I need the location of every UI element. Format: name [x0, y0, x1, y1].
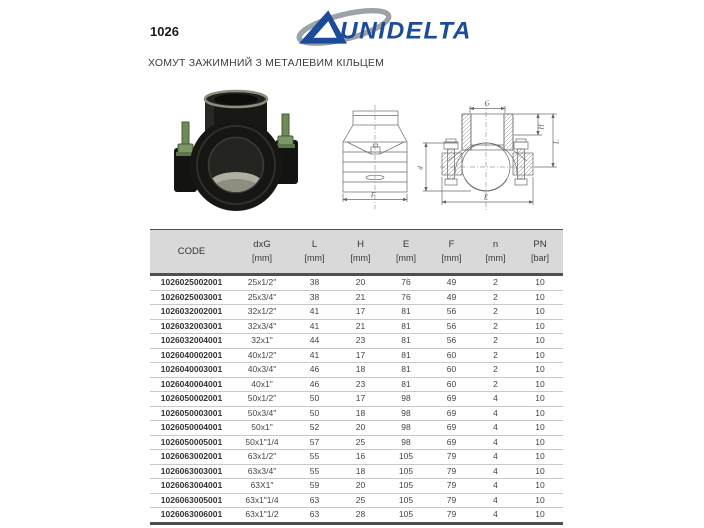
value-cell: 81	[383, 377, 429, 392]
value-cell: 50	[291, 406, 338, 421]
value-cell: 81	[383, 348, 429, 363]
value-cell: 4	[474, 421, 517, 436]
value-cell: 79	[429, 479, 474, 494]
value-cell: 76	[401, 277, 411, 287]
value-cell: 10	[517, 508, 563, 524]
product-code: 1026	[150, 24, 179, 39]
value-cell: 10	[517, 421, 563, 436]
value-cell: 17	[338, 392, 383, 407]
value-cell: 4	[474, 406, 517, 421]
value-cell: 10	[517, 290, 563, 305]
value-cell: 57	[291, 435, 338, 450]
code-cell: 1026032004001	[150, 334, 233, 349]
value-cell: 56	[429, 319, 474, 334]
value-cell: 2	[474, 348, 517, 363]
value-cell: 46	[291, 363, 338, 378]
dim-label-e: E	[483, 193, 489, 202]
code-cell: 1026050005001	[150, 435, 233, 450]
column-header-code: CODE	[177, 245, 206, 257]
code-cell: 1026050002001	[150, 392, 233, 407]
value-cell: 32x3/4"	[233, 319, 291, 334]
value-cell: 40x1"	[233, 377, 291, 392]
value-cell: 105	[383, 508, 429, 524]
technical-drawing	[338, 85, 573, 218]
table-row	[150, 319, 563, 334]
value-cell: 25	[338, 435, 383, 450]
value-cell: 10	[517, 464, 563, 479]
value-cell: 63	[291, 508, 338, 524]
column-header-e: E [mm]	[396, 239, 416, 263]
value-cell: 20	[355, 277, 366, 287]
dim-label-f: F	[370, 191, 376, 200]
value-cell: 69	[429, 421, 474, 436]
value-cell: 44	[291, 334, 338, 349]
value-cell: 49	[429, 290, 474, 305]
value-cell: 18	[338, 363, 383, 378]
column-header-dxg: dxG [mm]	[252, 239, 272, 263]
value-cell: 23	[338, 334, 383, 349]
value-cell: 63x1"1/4	[233, 493, 291, 508]
photo-ring	[190, 119, 282, 211]
value-cell: 2	[474, 377, 517, 392]
product-title: ХОМУТ ЗАЖИМНИЙ З МЕТАЛЕВИМ КІЛЬЦЕМ	[148, 57, 385, 69]
spec-table-head-row	[150, 230, 563, 275]
value-cell: 98	[383, 392, 429, 407]
value-cell: 32x1/2"	[233, 305, 291, 320]
table-row	[150, 479, 563, 494]
value-cell: 56	[429, 334, 474, 349]
value-cell: 69	[429, 406, 474, 421]
value-cell: 79	[429, 464, 474, 479]
spec-table-body	[150, 275, 563, 524]
value-cell: 38	[291, 290, 338, 305]
value-cell: 17	[338, 348, 383, 363]
table-row	[150, 275, 563, 291]
value-cell: 69	[429, 392, 474, 407]
code-cell: 1026040002001	[150, 348, 233, 363]
value-cell: 79	[429, 508, 474, 524]
value-cell: 81	[383, 319, 429, 334]
value-cell: 63x1"1/2	[233, 508, 291, 524]
table-row	[150, 508, 563, 524]
value-cell: 98	[383, 406, 429, 421]
value-cell: 18	[338, 406, 383, 421]
value-cell: 79	[429, 450, 474, 465]
code-cell: 1026040004001	[150, 377, 233, 392]
product-photo	[155, 88, 335, 215]
value-cell: 55	[291, 450, 338, 465]
value-cell: 25x1/2"	[247, 277, 277, 287]
unidelta-logo	[295, 5, 481, 47]
table-row	[150, 290, 563, 305]
dim-label-l: L	[552, 140, 561, 144]
table-row	[150, 435, 563, 450]
value-cell: 2	[474, 305, 517, 320]
code-cell: 1026063003001	[150, 464, 233, 479]
value-cell: 4	[474, 508, 517, 524]
photo-right-bolt	[276, 114, 295, 148]
value-cell: 4	[474, 479, 517, 494]
value-cell: 17	[338, 305, 383, 320]
value-cell: 52	[291, 421, 338, 436]
value-cell: 4	[474, 464, 517, 479]
value-cell: 10	[517, 392, 563, 407]
value-cell: 50x1/2"	[233, 392, 291, 407]
value-cell: 60	[429, 363, 474, 378]
code-cell: 1026063004001	[150, 479, 233, 494]
value-cell: 28	[338, 508, 383, 524]
photo-left-bolt	[176, 122, 195, 156]
value-cell: 21	[338, 290, 383, 305]
dim-label-d: d	[416, 166, 425, 170]
value-cell: 10	[517, 305, 563, 320]
value-cell: 98	[383, 421, 429, 436]
value-cell: 60	[429, 348, 474, 363]
column-header-n: n [mm]	[485, 239, 506, 263]
code-cell: 1026025002001	[160, 277, 223, 287]
value-cell: 4	[474, 435, 517, 450]
value-cell: 23	[338, 377, 383, 392]
logo-text: UNIDELTA	[340, 17, 472, 45]
value-cell: 60	[429, 377, 474, 392]
value-cell: 59	[291, 479, 338, 494]
value-cell: 2	[474, 290, 517, 305]
code-cell: 1026032003001	[150, 319, 233, 334]
code-cell: 1026025003001	[150, 290, 233, 305]
value-cell: 81	[383, 363, 429, 378]
table-row	[150, 334, 563, 349]
value-cell: 76	[383, 290, 429, 305]
table-row	[150, 377, 563, 392]
value-cell: 81	[383, 305, 429, 320]
value-cell: 10	[517, 348, 563, 363]
table-row	[150, 421, 563, 436]
code-cell: 1026063005001	[150, 493, 233, 508]
value-cell: 105	[383, 479, 429, 494]
value-cell: 69	[429, 435, 474, 450]
value-cell: 38	[309, 277, 320, 287]
value-cell: 2	[474, 363, 517, 378]
value-cell: 2	[474, 319, 517, 334]
column-header-h: H [mm]	[350, 239, 371, 263]
value-cell: 10	[517, 435, 563, 450]
value-cell: 4	[474, 450, 517, 465]
value-cell: 50x1"	[233, 421, 291, 436]
value-cell: 40x1/2"	[233, 348, 291, 363]
code-cell: 1026063002001	[150, 450, 233, 465]
value-cell: 25x3/4"	[233, 290, 291, 305]
column-header-l: L [mm]	[304, 239, 325, 263]
value-cell: 105	[383, 493, 429, 508]
value-cell: 4	[474, 493, 517, 508]
value-cell: 41	[291, 319, 338, 334]
value-cell: 32x1"	[233, 334, 291, 349]
value-cell: 10	[535, 277, 545, 287]
value-cell: 25	[338, 493, 383, 508]
value-cell: 4	[474, 392, 517, 407]
value-cell: 10	[517, 377, 563, 392]
value-cell: 18	[338, 464, 383, 479]
value-cell: 2	[493, 277, 498, 287]
spec-table-header	[150, 230, 563, 275]
value-cell: 49	[446, 277, 457, 287]
value-cell: 63X1"	[233, 479, 291, 494]
value-cell: 105	[383, 450, 429, 465]
code-cell: 1026063006001	[150, 508, 233, 524]
table-row	[150, 493, 563, 508]
table-row	[150, 406, 563, 421]
value-cell: 81	[383, 334, 429, 349]
value-cell: 56	[429, 305, 474, 320]
table-row	[150, 450, 563, 465]
value-cell: 79	[429, 493, 474, 508]
table-row	[150, 363, 563, 378]
value-cell: 41	[291, 348, 338, 363]
dim-label-h: H	[537, 124, 546, 130]
value-cell: 63	[291, 493, 338, 508]
code-cell: 1026050003001	[150, 406, 233, 421]
table-row	[150, 464, 563, 479]
value-cell: 55	[291, 464, 338, 479]
value-cell: 10	[517, 479, 563, 494]
value-cell: 10	[517, 493, 563, 508]
value-cell: 21	[338, 319, 383, 334]
value-cell: 63x1/2"	[233, 450, 291, 465]
value-cell: 20	[338, 479, 383, 494]
column-header-pn: PN [bar]	[530, 239, 549, 263]
value-cell: 10	[517, 334, 563, 349]
table-row	[150, 392, 563, 407]
value-cell: 10	[517, 363, 563, 378]
code-cell: 1026032002001	[150, 305, 233, 320]
value-cell: 98	[383, 435, 429, 450]
spec-table	[150, 229, 563, 525]
value-cell: 20	[338, 421, 383, 436]
value-cell: 41	[291, 305, 338, 320]
table-row	[150, 348, 563, 363]
table-row	[150, 305, 563, 320]
value-cell: 40x3/4"	[233, 363, 291, 378]
code-cell: 1026050004001	[150, 421, 233, 436]
value-cell: 63x3/4"	[233, 464, 291, 479]
value-cell: 10	[517, 450, 563, 465]
value-cell: 50	[291, 392, 338, 407]
value-cell: 50x3/4"	[233, 406, 291, 421]
value-cell: 10	[517, 406, 563, 421]
value-cell: 2	[474, 334, 517, 349]
value-cell: 46	[291, 377, 338, 392]
value-cell: 50x1"1/4	[233, 435, 291, 450]
column-header-f: F [mm]	[441, 239, 462, 263]
value-cell: 105	[383, 464, 429, 479]
dim-label-g: G	[484, 99, 490, 108]
code-cell: 1026040003001	[150, 363, 233, 378]
value-cell: 16	[338, 450, 383, 465]
drawing-section-view	[423, 99, 557, 211]
value-cell: 10	[517, 319, 563, 334]
